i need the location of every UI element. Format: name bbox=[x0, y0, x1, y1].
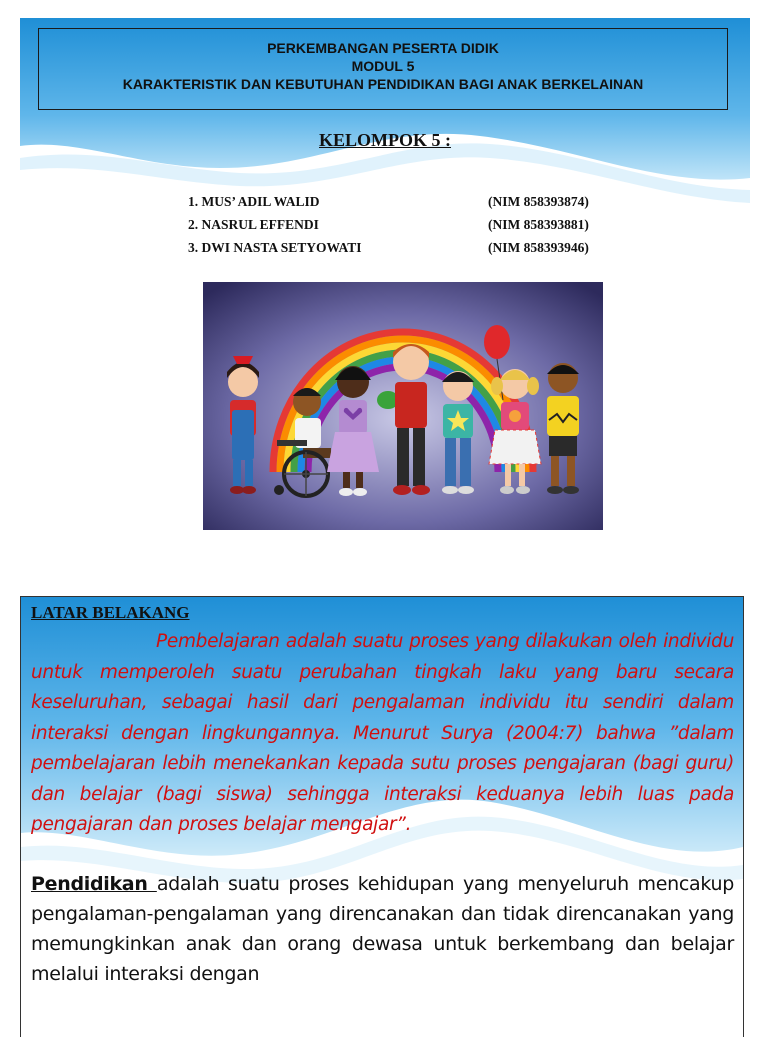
member-nim: (NIM 858393946) bbox=[488, 240, 589, 255]
title-line-1: PERKEMBANGAN PESERTA DIDIK bbox=[267, 40, 499, 56]
member-row bbox=[188, 213, 648, 236]
member-row bbox=[188, 190, 648, 213]
background-slide bbox=[20, 596, 744, 1037]
member-name: 3. DWI NASTA SETYOWATI bbox=[188, 240, 362, 255]
group-title: KELOMPOK 5 : bbox=[319, 130, 451, 150]
member-list bbox=[188, 190, 648, 259]
member-nim: (NIM 858393874) bbox=[488, 194, 589, 209]
term-pendidikan: Pendidikan bbox=[31, 872, 157, 895]
balloon bbox=[484, 325, 510, 359]
member-name: 1. MUS’ ADIL WALID bbox=[188, 194, 320, 209]
member-nim: (NIM 858393881) bbox=[488, 217, 589, 232]
intro-paragraph: Pembelajaran adalah suatu proses yang dilakukan oleh individu untuk memperoleh suatu perubahan tingkah laku yang baru secara keseluruhan, sebagai hasil dari pengalaman individu itu sendiri dalam interaksi dengan lingkungannya. Menurut Surya (2004:7) bahwa ”dalam pembelajaran lebih menekankan kepada sutu proses pengajaran (bagi guru) dan belajar (bagi siswa) sehingga interaksi keduanya lebih luas pada pengajaran dan proses belajar mengajar”. bbox=[31, 631, 734, 835]
definition-paragraph bbox=[31, 869, 734, 989]
title-slide bbox=[20, 18, 750, 578]
title-line-3: KARAKTERISTIK DAN KEBUTUHAN PENDIDIKAN BAGI ANAK BERKELAINAN bbox=[122, 76, 644, 92]
title-box bbox=[38, 28, 728, 110]
definition-text: adalah suatu proses kehidupan yang menyeluruh mencakup pengalaman-pengalaman yang direncanakan dan tidak direncanakan yang memungkinkan anak dan orang dewasa untuk berkembang dan belajar melalui interaksi dengan bbox=[31, 872, 734, 985]
children-rainbow-illustration bbox=[203, 282, 603, 530]
title-line-2: MODUL 5 bbox=[351, 58, 415, 74]
member-name: 2. NASRUL EFFENDI bbox=[188, 217, 319, 232]
slide-content bbox=[31, 603, 734, 989]
section-heading: LATAR BELAKANG bbox=[31, 603, 190, 622]
member-row bbox=[188, 236, 648, 259]
